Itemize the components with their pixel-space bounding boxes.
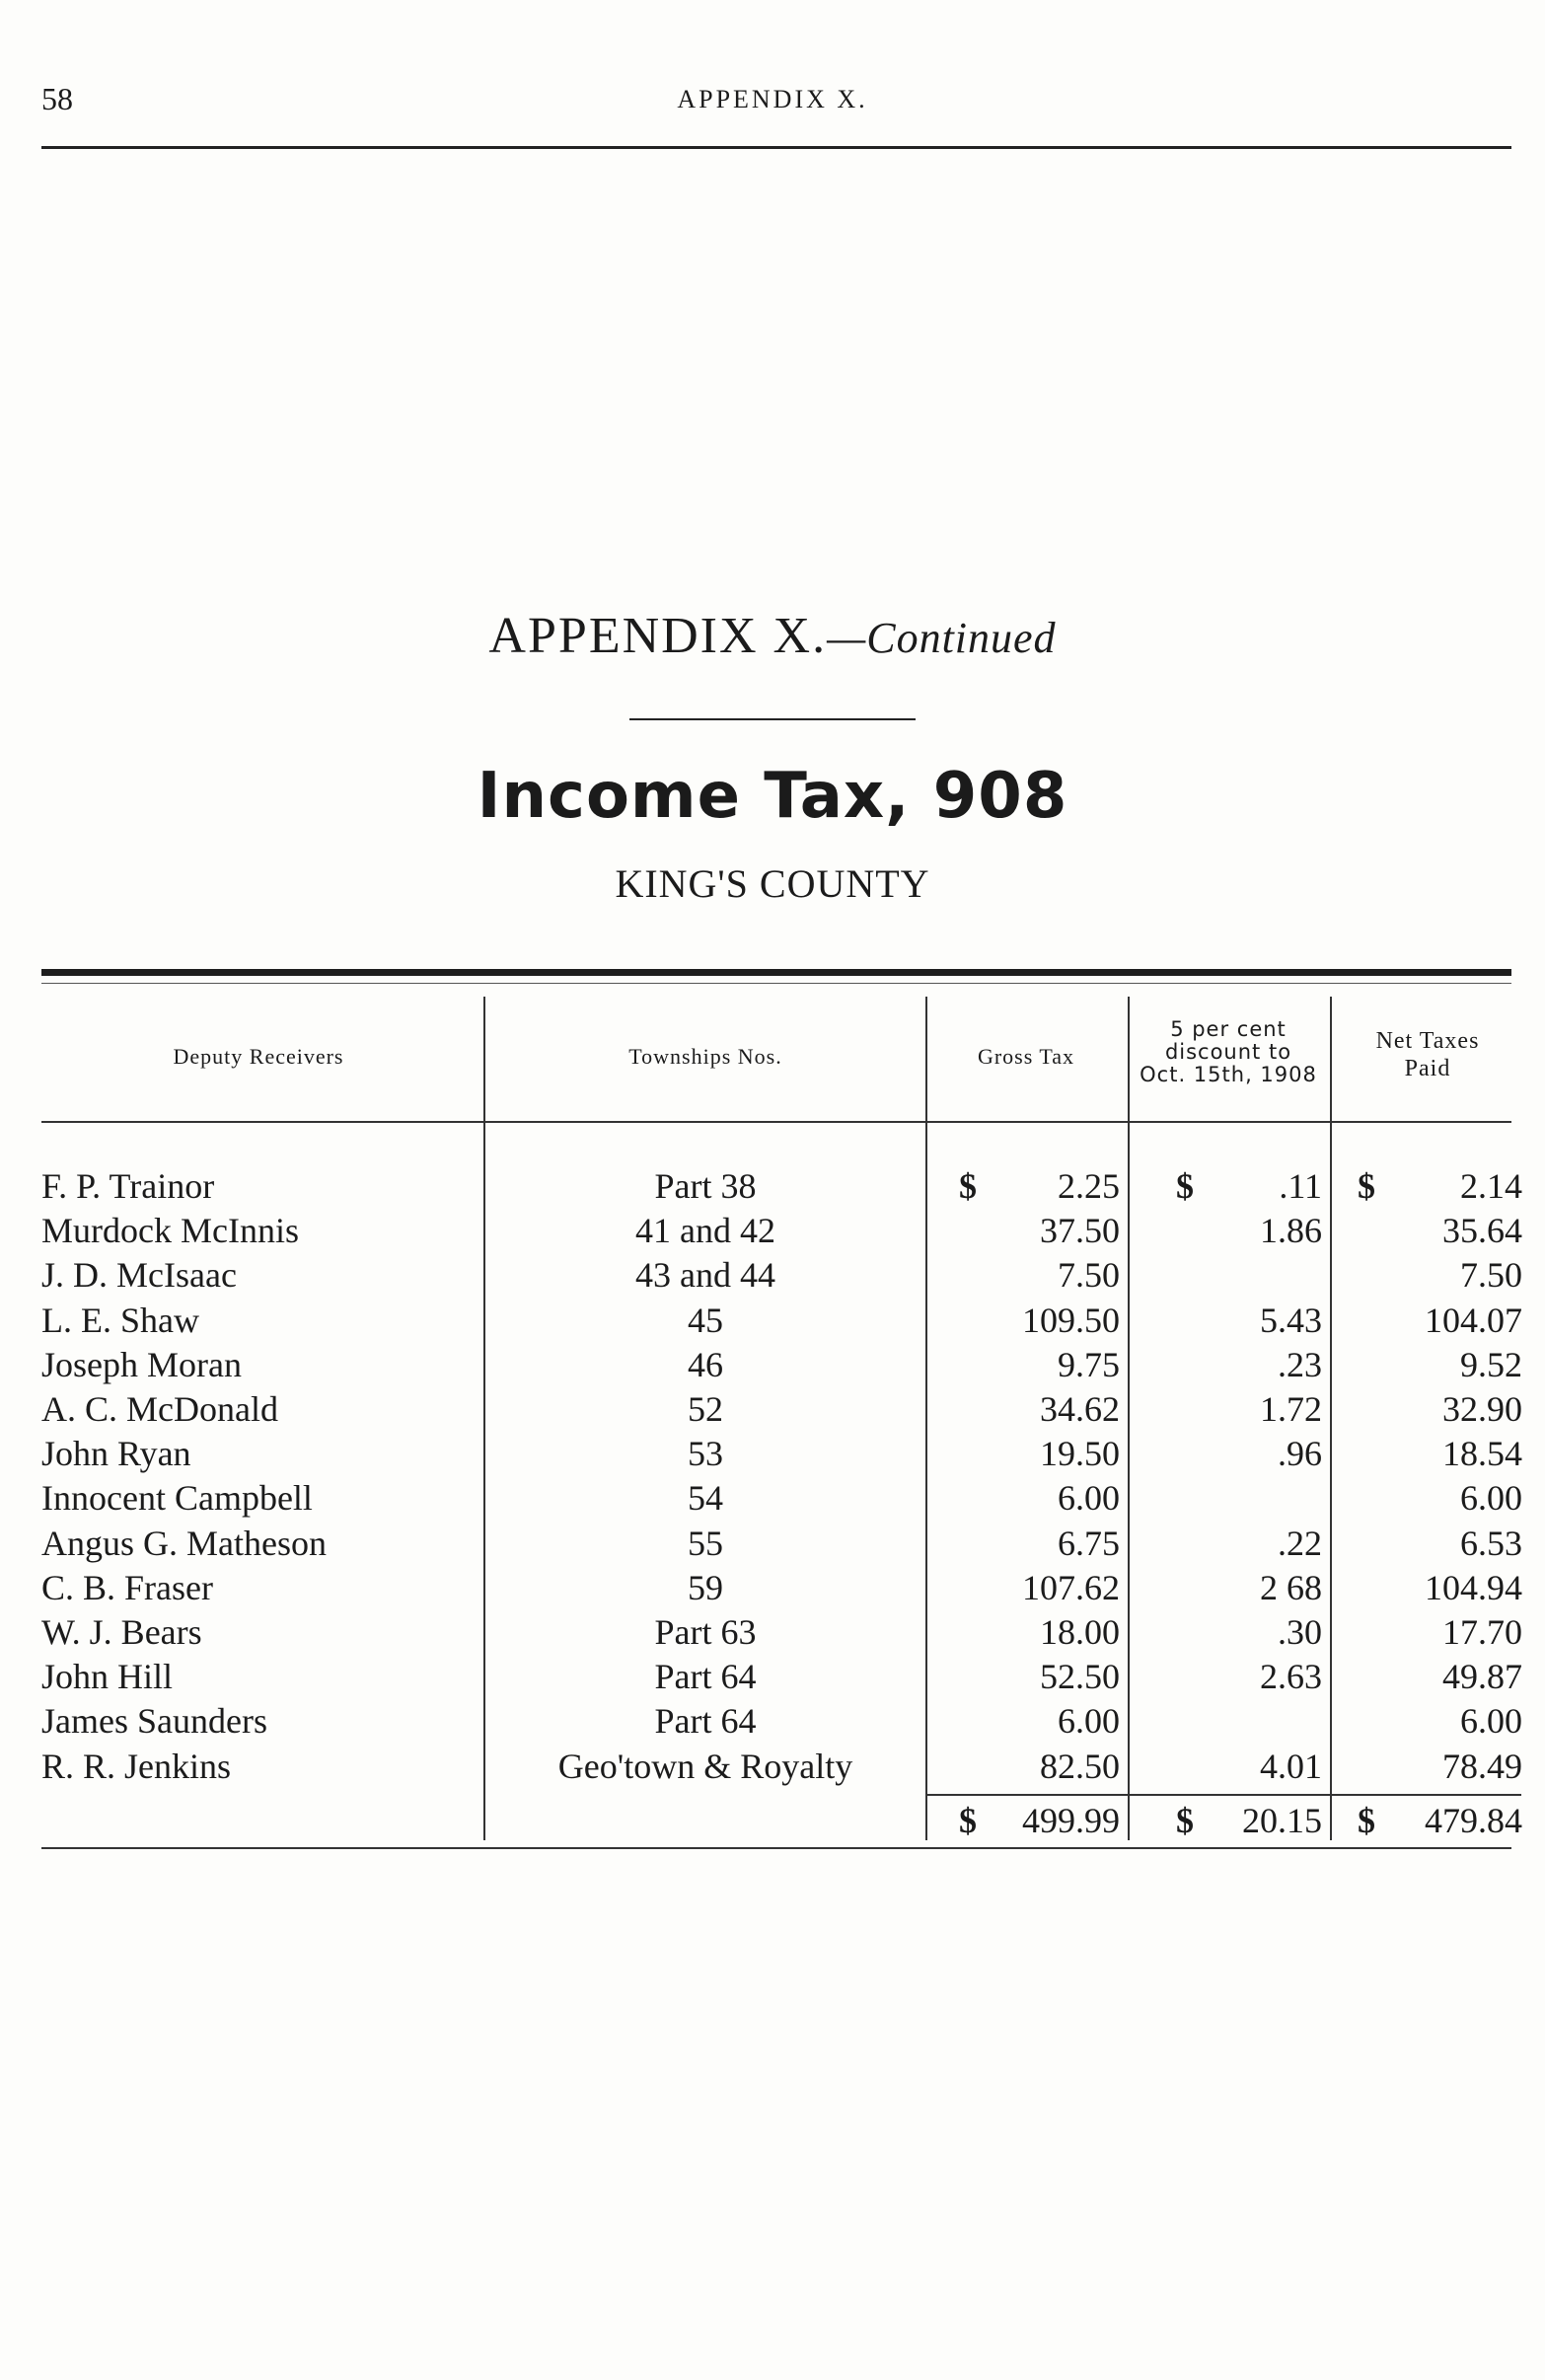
currency-symbol: $ bbox=[1176, 1166, 1194, 1206]
header-deputy-receivers: Deputy Receivers bbox=[173, 1044, 344, 1069]
township-number: Part 64 bbox=[654, 1657, 757, 1697]
discount-value: 2.63 bbox=[1260, 1657, 1322, 1697]
currency-symbol: $ bbox=[1358, 1801, 1375, 1840]
currency-symbol: $ bbox=[1358, 1166, 1375, 1206]
table-top-thin-rule bbox=[41, 983, 1511, 984]
header-net-taxes bbox=[1334, 1028, 1521, 1082]
gross-tax-value: 82.50 bbox=[1040, 1746, 1120, 1786]
discount-value: .11 bbox=[1279, 1166, 1322, 1206]
currency-symbol: $ bbox=[959, 1166, 977, 1206]
gross-tax-value: 7.50 bbox=[1058, 1255, 1120, 1296]
header-rule bbox=[41, 146, 1511, 149]
gross-tax-value: 107.62 bbox=[1022, 1567, 1120, 1607]
gross-tax-value: 18.00 bbox=[1040, 1612, 1120, 1652]
net-tax-value: 17.70 bbox=[1442, 1612, 1522, 1652]
receiver-name: Innocent Campbell bbox=[41, 1478, 313, 1519]
table-top-rule bbox=[41, 969, 1511, 976]
gross-tax-value: 6.00 bbox=[1058, 1478, 1120, 1519]
net-tax-value: 32.90 bbox=[1442, 1389, 1522, 1429]
continued-text: —Continued bbox=[827, 614, 1057, 662]
table-row bbox=[0, 1432, 1545, 1476]
header-discount-line3: Oct. 15th, 1908 bbox=[1140, 1063, 1317, 1087]
totals-row bbox=[0, 1799, 1545, 1843]
table-row bbox=[0, 1522, 1545, 1566]
township-number: 52 bbox=[688, 1389, 723, 1429]
page-number: 58 bbox=[41, 81, 73, 116]
net-tax-value: 7.50 bbox=[1460, 1255, 1522, 1296]
header-townships: Townships Nos. bbox=[628, 1044, 782, 1069]
table-row bbox=[0, 1476, 1545, 1521]
receiver-name: A. C. McDonald bbox=[41, 1389, 278, 1429]
table-bottom-rule bbox=[41, 1847, 1511, 1849]
total-gross: 499.99 bbox=[1022, 1801, 1120, 1840]
currency-symbol: $ bbox=[959, 1801, 977, 1840]
table-row bbox=[0, 1745, 1545, 1789]
net-tax-value: 6.00 bbox=[1460, 1478, 1522, 1519]
running-head: APPENDIX X. bbox=[677, 85, 868, 113]
discount-value: .96 bbox=[1278, 1434, 1322, 1474]
receiver-name: James Saunders bbox=[41, 1701, 267, 1742]
township-number: 41 and 42 bbox=[635, 1211, 775, 1251]
receiver-name: C. B. Fraser bbox=[41, 1567, 213, 1607]
currency-symbol: $ bbox=[1176, 1801, 1194, 1840]
township-number: Geo'town & Royalty bbox=[557, 1746, 853, 1786]
net-tax-value: 78.49 bbox=[1442, 1746, 1522, 1786]
receiver-name: John Ryan bbox=[41, 1434, 191, 1474]
appendix-title-text: APPENDIX X. bbox=[488, 608, 828, 664]
county-title: KING'S COUNTY bbox=[615, 861, 930, 906]
total-net: 479.84 bbox=[1425, 1801, 1522, 1840]
net-tax-value: 6.53 bbox=[1460, 1523, 1522, 1563]
township-number: 43 and 44 bbox=[635, 1255, 775, 1296]
township-number: 46 bbox=[688, 1344, 723, 1384]
discount-value: .22 bbox=[1278, 1523, 1322, 1563]
table-row bbox=[0, 1566, 1545, 1610]
net-tax-value: 104.07 bbox=[1425, 1300, 1522, 1340]
receiver-name: F. P. Trainor bbox=[41, 1166, 215, 1206]
net-tax-value: 9.52 bbox=[1460, 1344, 1522, 1384]
gross-tax-value: 6.00 bbox=[1058, 1701, 1120, 1742]
receiver-name: Murdock McInnis bbox=[41, 1211, 299, 1251]
header-discount-line1: 5 per cent bbox=[1170, 1017, 1287, 1041]
discount-value: 5.43 bbox=[1260, 1300, 1322, 1340]
gross-tax-value: 2.25 bbox=[1058, 1166, 1120, 1206]
receiver-name: John Hill bbox=[41, 1657, 174, 1697]
township-number: 45 bbox=[688, 1300, 723, 1340]
discount-value: .23 bbox=[1278, 1344, 1322, 1384]
discount-value: 1.72 bbox=[1260, 1389, 1322, 1429]
township-number: Part 38 bbox=[654, 1166, 757, 1206]
gross-tax-value: 109.50 bbox=[1022, 1300, 1120, 1340]
township-number: Part 63 bbox=[654, 1612, 757, 1652]
totals-rule bbox=[927, 1794, 1521, 1796]
header-net-line2: Paid bbox=[1404, 1055, 1451, 1081]
title-divider bbox=[629, 718, 916, 720]
main-title: Income Tax, 908 bbox=[477, 760, 1068, 833]
receiver-name: Joseph Moran bbox=[41, 1344, 242, 1384]
net-tax-value: 104.94 bbox=[1425, 1567, 1522, 1607]
table-row bbox=[0, 1655, 1545, 1699]
table-row bbox=[0, 1164, 1545, 1209]
discount-value: 4.01 bbox=[1260, 1746, 1322, 1786]
net-tax-value: 35.64 bbox=[1442, 1211, 1522, 1251]
table-row bbox=[0, 1299, 1545, 1343]
gross-tax-value: 19.50 bbox=[1040, 1434, 1120, 1474]
net-tax-value: 2.14 bbox=[1460, 1166, 1522, 1206]
header-net-line1: Net Taxes bbox=[1375, 1028, 1480, 1054]
net-tax-value: 18.54 bbox=[1442, 1434, 1522, 1474]
township-number: 55 bbox=[688, 1523, 723, 1563]
township-number: 53 bbox=[688, 1434, 723, 1474]
table-row bbox=[0, 1209, 1545, 1253]
discount-value: 1.86 bbox=[1260, 1211, 1322, 1251]
header-bottom-rule bbox=[41, 1121, 1511, 1123]
net-tax-value: 49.87 bbox=[1442, 1657, 1522, 1697]
township-number: Part 64 bbox=[654, 1701, 757, 1742]
table-row bbox=[0, 1253, 1545, 1298]
appendix-title bbox=[0, 607, 1545, 665]
receiver-name: Angus G. Matheson bbox=[41, 1523, 327, 1563]
gross-tax-value: 6.75 bbox=[1058, 1523, 1120, 1563]
table-row bbox=[0, 1610, 1545, 1655]
header-discount bbox=[1130, 1018, 1327, 1086]
receiver-name: W. J. Bears bbox=[41, 1612, 202, 1652]
table-row bbox=[0, 1387, 1545, 1432]
header-discount-line2: discount to bbox=[1164, 1040, 1292, 1065]
receiver-name: L. E. Shaw bbox=[41, 1300, 199, 1340]
receiver-name: J. D. McIsaac bbox=[41, 1255, 237, 1296]
township-number: 54 bbox=[688, 1478, 723, 1519]
discount-value: .30 bbox=[1278, 1612, 1322, 1652]
total-discount: 20.15 bbox=[1242, 1801, 1322, 1840]
discount-value: 2 68 bbox=[1260, 1567, 1322, 1607]
township-number: 59 bbox=[688, 1567, 723, 1607]
gross-tax-value: 9.75 bbox=[1058, 1344, 1120, 1384]
header-gross-tax: Gross Tax bbox=[977, 1044, 1075, 1069]
receiver-name: R. R. Jenkins bbox=[41, 1746, 232, 1786]
net-tax-value: 6.00 bbox=[1460, 1701, 1522, 1742]
gross-tax-value: 52.50 bbox=[1040, 1657, 1120, 1697]
table-row bbox=[0, 1699, 1545, 1744]
gross-tax-value: 34.62 bbox=[1040, 1389, 1120, 1429]
gross-tax-value: 37.50 bbox=[1040, 1211, 1120, 1251]
table-row bbox=[0, 1343, 1545, 1387]
